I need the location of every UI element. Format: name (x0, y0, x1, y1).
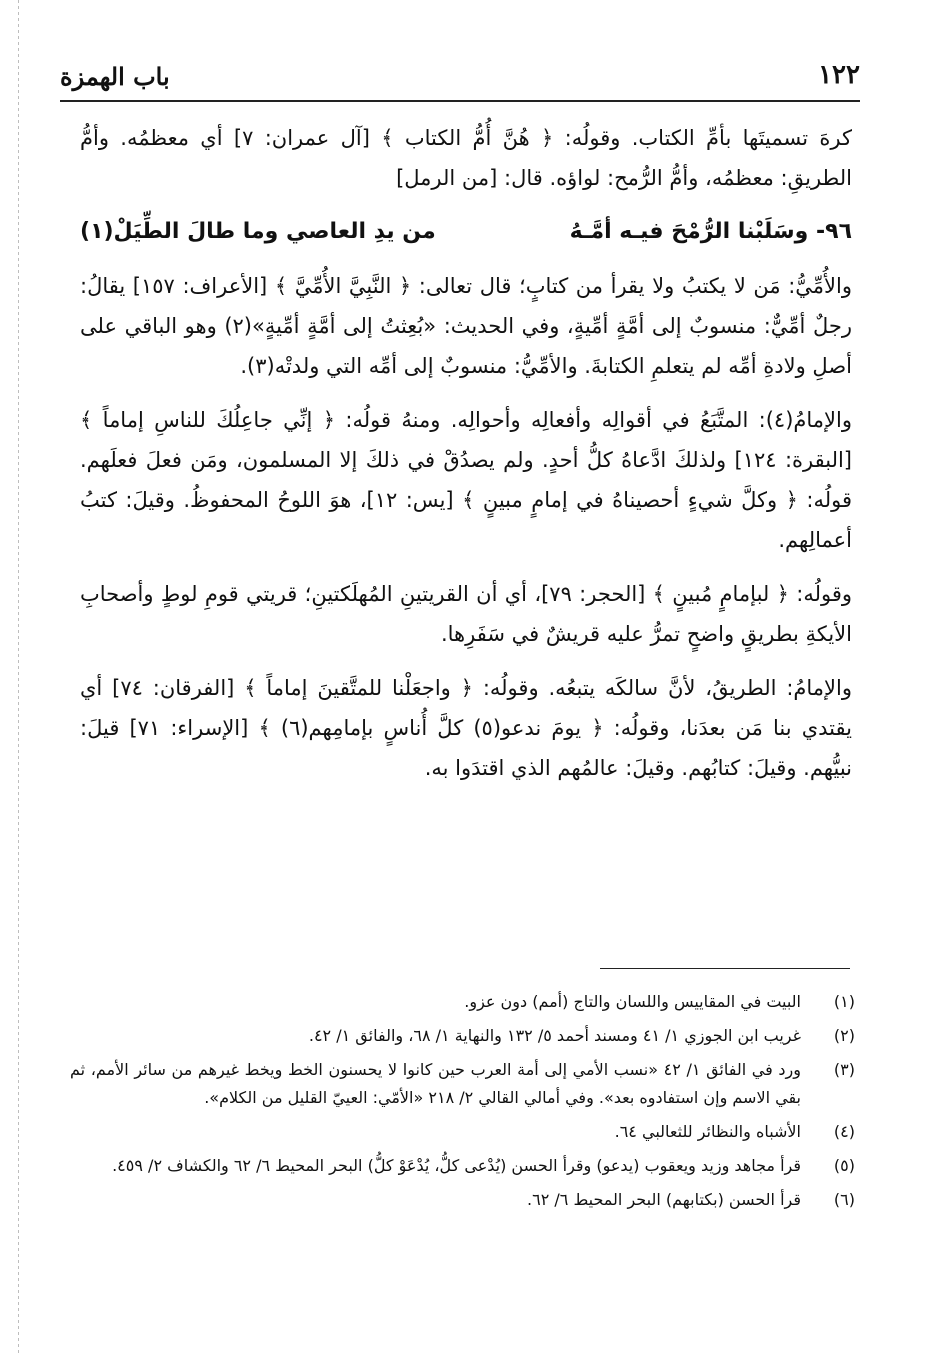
footnote-number: (٣) (833, 1060, 855, 1079)
footnote (70, 1056, 855, 1112)
paragraph-4: وقولُه: ﴿ لبإمامٍ مُبينٍ ﴾ [الحجر: ٧٩]، أي أن القريتينِ المُهلَكتينِ؛ قريتي قومِ لوطٍ وأصحابِ الأيكةِ بطريقٍ واضحٍ تمرُّ عليه قريشٌ في سَفَرِها. (80, 582, 853, 646)
footnote (70, 988, 855, 1016)
chapter-title: باب الهمزة (60, 62, 170, 91)
verse-first-hemistich: ٩٦- وسَلَبْنا الرُّمْحَ فيـه أمَّـهُ (569, 219, 852, 244)
footnote (70, 1186, 855, 1214)
footnote-text: الأشباه والنظائر للثعالبي ٦٤. (614, 1122, 801, 1141)
footnote-text: قرأ الحسن (بكتابهم) البحر المحيط ٦/ ٦٢. (527, 1190, 801, 1209)
footnote-text: قرأ مجاهد وزيد ويعقوب (يدعو) وقرأ الحسن (يُدْعى كلُّ، يُدْعَوْ كلُّ) البحر المحيط ٦/ ٦٢ والكشاف ٢/ ٤٥٩. (112, 1156, 801, 1175)
footnote (70, 1118, 855, 1146)
footnote-number: (٢) (833, 1026, 855, 1045)
main-text (80, 118, 852, 802)
footnote-divider (600, 968, 850, 969)
footnote (70, 1022, 855, 1050)
footnote-number: (١) (833, 992, 855, 1011)
footnote-number: (٥) (833, 1156, 855, 1175)
poem-verse (80, 212, 852, 252)
page-header (60, 58, 860, 98)
page-number: ١٢٢ (818, 60, 860, 90)
scan-margin-line (18, 0, 19, 1355)
footnote (70, 1152, 855, 1180)
footnote-text: ورد في الفائق ١/ ٤٢ «نسب الأمي إلى أمة العرب حين كانوا لا يحسنون الخط ويخط غيرهم من سائر الأمم، ثم بقي الاسم وإن استفادوه بعد». وفي أمالي القالي ٢/ ٢١٨ «الأمّي: العييّ القليل من الكلام». (70, 1060, 802, 1107)
footnote-text: البيت في المقاييس واللسان والتاج (أمم) دون عزو. (464, 992, 801, 1011)
paragraph-1: كرهَ تسميتَها بأمِّ الكتاب. وقولُه: ﴿ هُنَّ أُمُّ الكتاب ﴾ [آل عمران: ٧] أي معظمُه. وأمُّ الطريقِ: معظمُه، وأمُّ الرُّمح: لواؤه. قال: [من الرمل] (80, 126, 852, 190)
footnote-text: غريب ابن الجوزي ١/ ٤١ ومسند أحمد ٥/ ١٣٢ والنهاية ١/ ٦٨، والفائق ١/ ٤٢. (308, 1026, 801, 1045)
paragraph-2: والأُمِّيُّ: مَن لا يكتبُ ولا يقرأ من كتابٍ؛ قال تعالى: ﴿ النَّبِيَّ الأُمِّيَّ ﴾ [الأعراف: ١٥٧] يقالُ: رجلٌ أمِّيٌّ: منسوبٌ إلى أمَّةٍ أمِّيةٍ، وفي الحديث: «بُعِثتُ إلى أمَّةٍ أمِّيةٍ»(٢) وهو الباقي على أصلِ ولادةِ أمِّه لم يتعلمِ الكتابةَ. والأمِّيُّ: منسوبٌ إلى أمِّه التي ولدتْه(٣). (80, 274, 853, 378)
footnote-number: (٦) (833, 1190, 855, 1209)
verse-second-hemistich: من يدِ العاصي وما طالَ الطِّيَلْ(١) (80, 219, 436, 244)
footnote-number: (٤) (833, 1122, 855, 1141)
paragraph-3: والإمامُ(٤): المتَّبَعُ في أقوالِه وأفعالِه وأحوالِه. ومنهُ قولُه: ﴿ إنِّي جاعِلُكَ للناسِ إماماً ﴾ [البقرة: ١٢٤] ولذلكَ ادَّعاهُ كلُّ أحدٍ. ولم يصدُقْ في ذلكَ إلا المسلمون، ومَن فعلَ فعلَهم. قولُه: ﴿ وكلَّ شيءٍ أحصيناهُ في إمامٍ مبينٍ ﴾ [يس: ١٢]، هوَ اللوحُ المحفوظُ. وقيلَ: كتبُ أعمالِهم. (80, 408, 853, 552)
header-divider (60, 100, 860, 102)
paragraph-5: والإمامُ: الطريقُ، لأنَّ سالكَه يتبعُه. وقولُه: ﴿ واجعَلْنا للمتَّقينَ إماماً ﴾ [الفرقان: ٧٤] أي يقتدي بنا مَن بعدَنا، وقولُه: ﴿ يومَ ندعو(٥) كلَّ أُناسٍ بإمامِهم(٦) ﴾ [الإسراء: ٧١] قيلَ: نبيُّهم. وقيلَ: كتابُهم. وقيلَ: عالمُهم الذي اقتدَوا به. (80, 676, 853, 780)
footnotes (70, 988, 855, 1220)
